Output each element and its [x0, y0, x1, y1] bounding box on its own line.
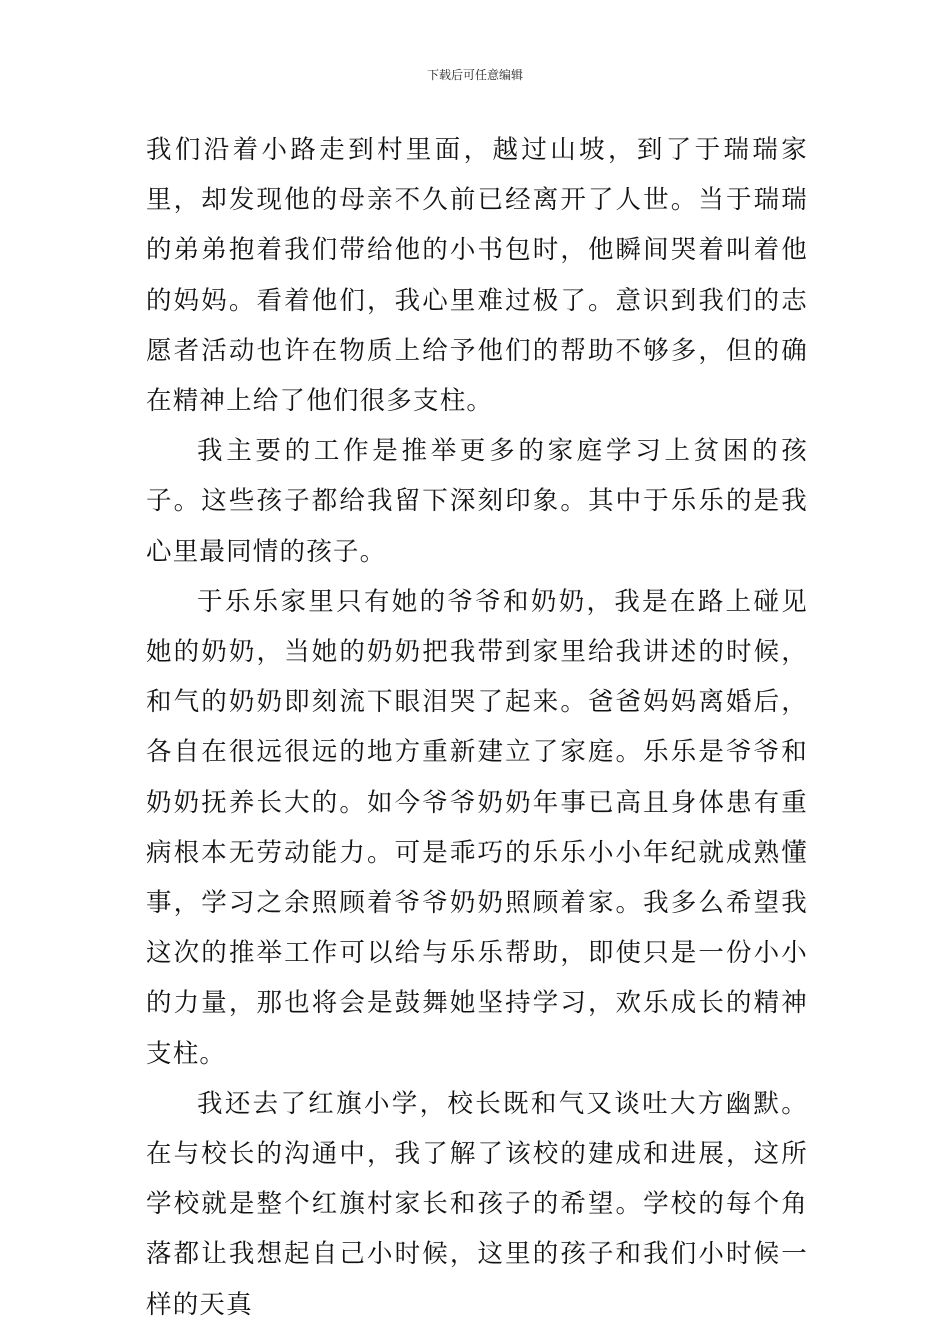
paragraph-1: 我们沿着小路走到村里面，越过山坡，到了于瑞瑞家里，却发现他的母亲不久前已经离开了人世。当于瑞瑞的弟弟抱着我们带给他的小书包时，他瞬间哭着叫着他的妈妈。看着他们，我心里难过极了。意识到我们的志愿者活动也许在物质上给予他们的帮助不够多，但的确在精神上给了他们很多支柱。	[146, 135, 808, 417]
page-header: 下载后可任意编辑	[426, 68, 523, 82]
document-body	[146, 125, 808, 1330]
paragraph-4: 我还去了红旗小学，校长既和气又谈吐大方幽默。在与校长的沟通中，我了解了该校的建成和进展，这所学校就是整个红旗村家长和孩子的希望。学校的每个角落都让我想起自己小时候，这里的孩子和我们小时候一样的天真	[146, 1088, 808, 1320]
paragraph-2: 我主要的工作是推举更多的家庭学习上贫困的孩子。这些孩子都给我留下深刻印象。其中于乐乐的是我心里最同情的孩子。	[146, 436, 808, 567]
paragraph-3: 于乐乐家里只有她的爷爷和奶奶，我是在路上碰见她的奶奶，当她的奶奶把我带到家里给我讲述的时候，和气的奶奶即刻流下眼泪哭了起来。爸爸妈妈离婚后，各自在很远很远的地方重新建立了家庭。乐乐是爷爷和奶奶抚养长大的。如今爷爷奶奶年事已高且身体患有重病根本无劳动能力。可是乖巧的乐乐小小年纪就成熟懂事，学习之余照顾着爷爷奶奶照顾着家。我多么希望我这次的推举工作可以给与乐乐帮助，即使只是一份小小的力量，那也将会是鼓舞她坚持学习，欢乐成长的精神支柱。	[146, 586, 808, 1069]
